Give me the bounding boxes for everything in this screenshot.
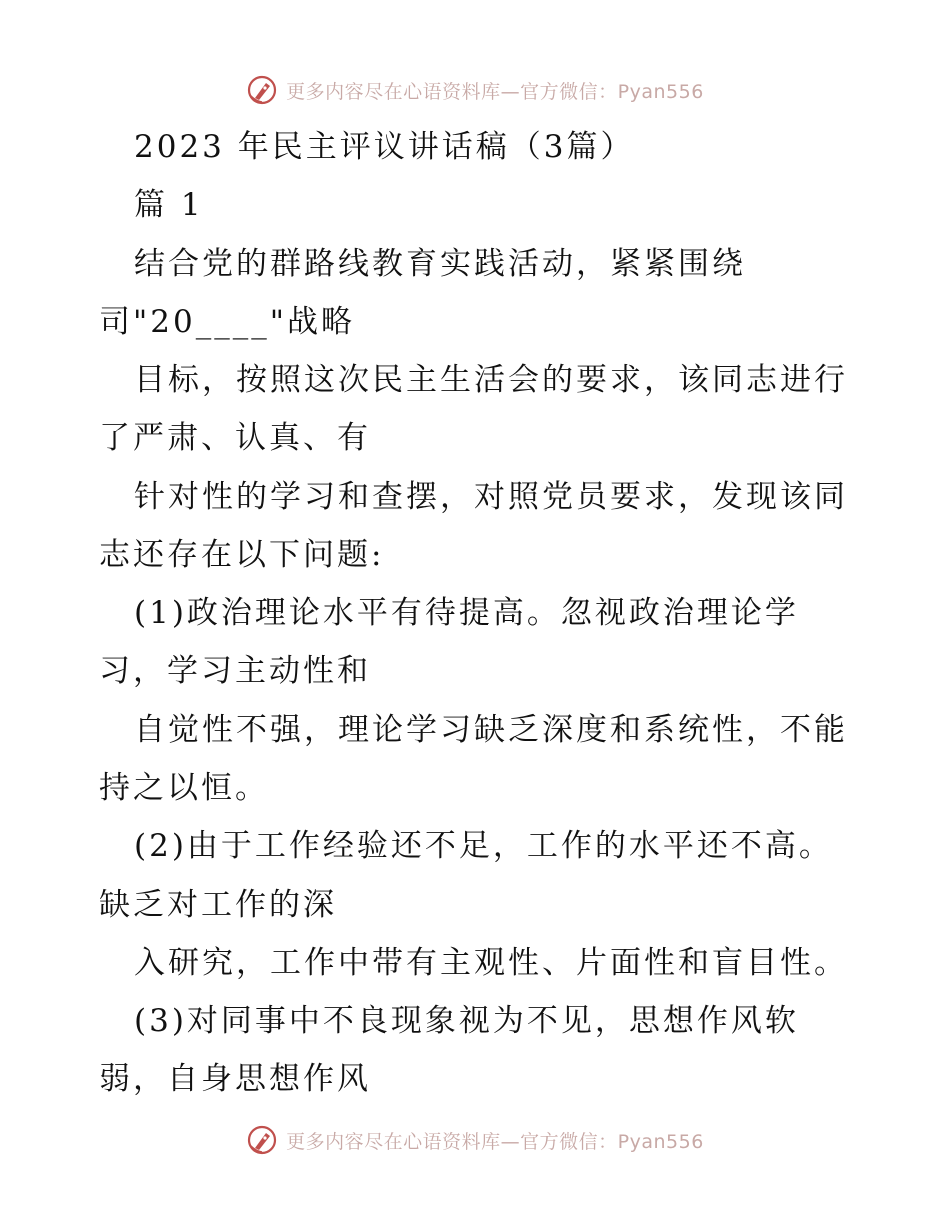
section-heading: 篇 1 [134, 187, 204, 223]
footer-watermark-banner [0, 1120, 950, 1160]
body-line: 结合党的群路线教育实践活动，紧紧围绕 [134, 246, 746, 282]
body-line: 司"20____"战略 [99, 304, 355, 340]
body-line: (2)由于工作经验还不足，工作的水平还不高。 [134, 828, 833, 864]
body-line: 目标，按照这次民主生活会的要求，该同志进行 [134, 362, 848, 398]
body-line: (3)对同事中不良现象视为不见，思想作风软 [134, 1003, 799, 1039]
body-line: 弱，自身思想作风 [99, 1061, 371, 1097]
pen-nib-logo-icon [246, 1124, 278, 1156]
body-line: (1)政治理论水平有待提高。忽视政治理论学 [134, 595, 799, 631]
body-line: 自觉性不强，理论学习缺乏深度和系统性，不能 [134, 712, 848, 748]
footer-watermark-text: 更多内容尽在心语资料库—官方微信：Pyan556 [286, 1130, 704, 1153]
document-title: 2023 年民主评议讲话稿（3篇） [134, 129, 635, 165]
body-line: 针对性的学习和查摆，对照党员要求，发现该同 [134, 479, 848, 515]
header-watermark-banner [0, 70, 950, 110]
body-line: 持之以恒。 [99, 770, 269, 806]
header-watermark-text: 更多内容尽在心语资料库—官方微信：Pyan556 [286, 80, 704, 103]
body-line: 了严肃、认真、有 [99, 420, 371, 456]
body-line: 志还存在以下问题: [99, 537, 385, 573]
body-line: 习，学习主动性和 [99, 653, 371, 689]
pen-nib-logo-icon [246, 74, 278, 106]
body-line: 缺乏对工作的深 [99, 887, 337, 923]
body-line: 入研究，工作中带有主观性、片面性和盲目性。 [134, 945, 848, 981]
